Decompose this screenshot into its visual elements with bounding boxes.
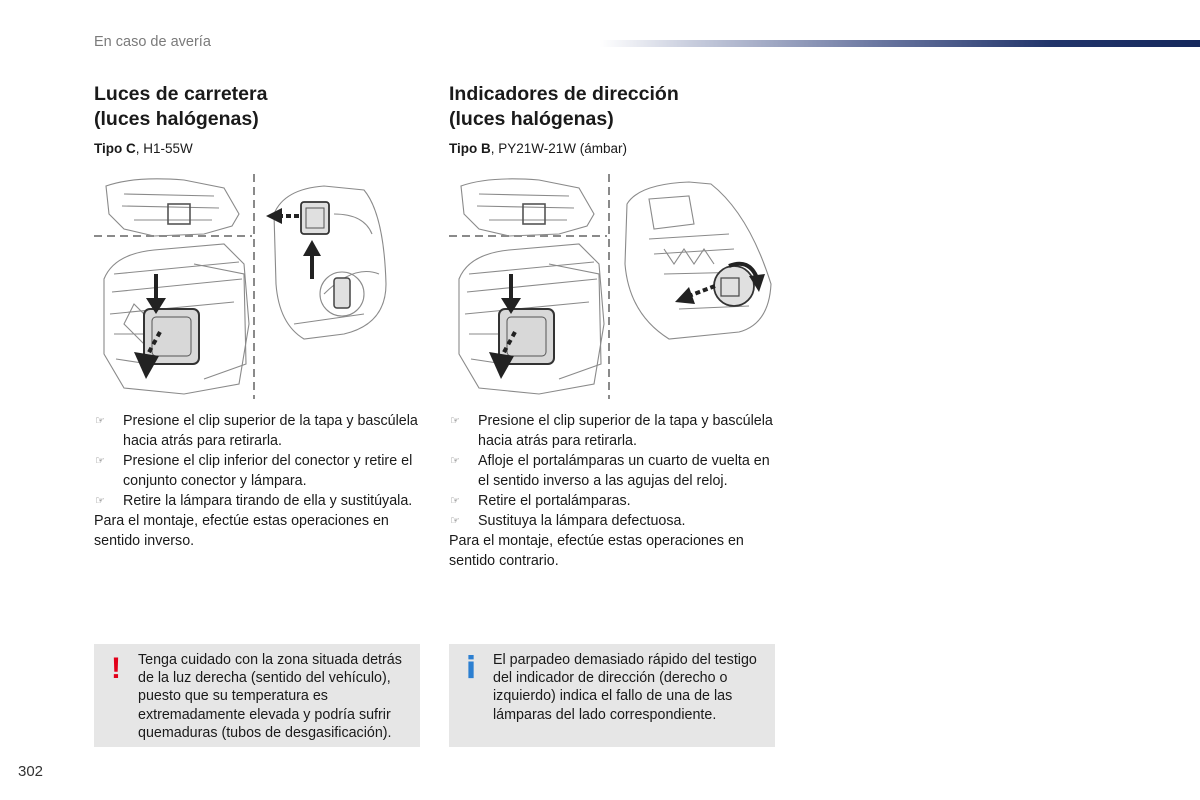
right-title-line1: Indicadores de dirección: [449, 83, 679, 105]
step-text: Presione el clip superior de la tapa y bascúlela hacia atrás para retirarla.: [478, 413, 773, 449]
list-item: [94, 451, 424, 491]
left-title-line1: Luces de carretera: [94, 83, 268, 105]
right-bulb-type-spec: , PY21W-21W (ámbar): [490, 141, 628, 156]
left-bulb-type-spec: , H1-55W: [135, 141, 193, 156]
header-bar: [600, 40, 1200, 47]
right-steps: [449, 411, 779, 531]
right-bulb-type: [449, 141, 779, 156]
step-text: Afloje el portalámparas un cuarto de vuelta en el sentido inverso a las agujas del reloj.: [478, 453, 770, 489]
info-text: El parpadeo demasiado rápido del testigo del indicador de dirección (derecho o izquierdo) indica el fallo de una de las lámparas del lado correspondiente.: [493, 652, 757, 723]
headlamp-high-beam-diagram: [94, 174, 394, 399]
pointing-hand-icon: ☞: [95, 454, 105, 467]
pointing-hand-icon: ☞: [450, 414, 460, 427]
right-column: [449, 82, 779, 571]
list-item: [449, 511, 779, 531]
left-bulb-type: [94, 141, 424, 156]
left-column: [94, 82, 424, 551]
left-bulb-type-code: Tipo C: [94, 141, 136, 156]
right-note: Para el montaje, efectúe estas operaciones en sentido contrario.: [449, 533, 744, 569]
step-text: Retire el portalámparas.: [478, 493, 631, 509]
pointing-hand-icon: ☞: [95, 494, 105, 507]
right-title-line2: (luces halógenas): [449, 108, 614, 130]
info-callout: [449, 644, 775, 747]
step-text: Presione el clip inferior del conector y retire el conjunto conector y lámpara.: [123, 453, 413, 489]
left-title: [94, 82, 424, 132]
step-text: Presione el clip superior de la tapa y bascúlela hacia atrás para retirarla.: [123, 413, 418, 449]
list-item: [94, 411, 424, 451]
list-item: [449, 451, 779, 491]
pointing-hand-icon: ☞: [450, 514, 460, 527]
right-bulb-type-code: Tipo B: [449, 141, 491, 156]
step-text: Sustituya la lámpara defectuosa.: [478, 513, 686, 529]
warning-icon: !: [111, 652, 121, 685]
turn-indicator-diagram: [449, 174, 779, 399]
right-illustration: [449, 174, 749, 399]
pointing-hand-icon: ☞: [95, 414, 105, 427]
list-item: [449, 411, 779, 451]
step-text: Retire la lámpara tirando de ella y sustitúyala.: [123, 493, 413, 509]
pointing-hand-icon: ☞: [450, 494, 460, 507]
section-header: En caso de avería: [94, 34, 211, 50]
warning-text: Tenga cuidado con la zona situada detrás de la luz derecha (sentido del vehículo), puesto que su temperatura es extremadamente elevada y podría sufrir quemaduras (tubos de desgasificación).: [138, 652, 402, 741]
pointing-hand-icon: ☞: [450, 454, 460, 467]
left-illustration: [94, 174, 394, 399]
list-item: [94, 491, 424, 511]
left-title-line2: (luces halógenas): [94, 108, 259, 130]
list-item: [449, 491, 779, 511]
left-note: Para el montaje, efectúe estas operaciones en sentido inverso.: [94, 513, 389, 549]
left-steps: [94, 411, 424, 511]
info-icon: i: [465, 651, 477, 686]
warning-callout: [94, 644, 420, 747]
right-title: [449, 82, 779, 132]
page-number: 302: [18, 763, 44, 780]
